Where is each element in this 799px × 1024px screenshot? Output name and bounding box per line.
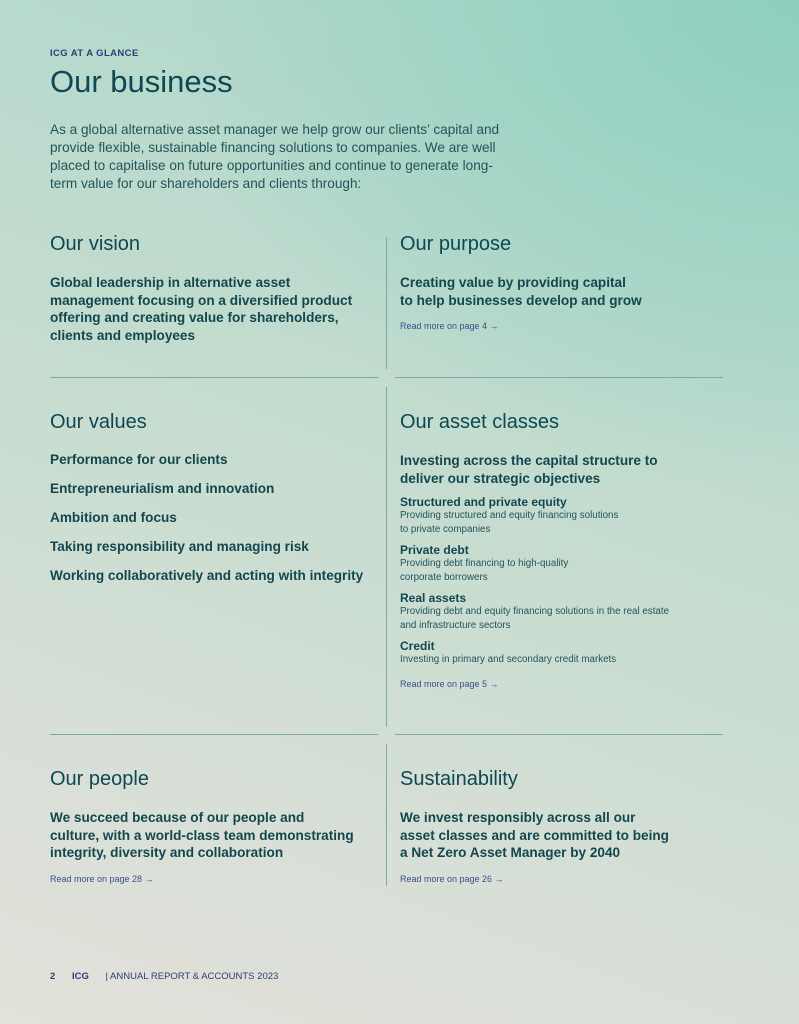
footer-text: | ANNUAL REPORT & ACCOUNTS 2023 xyxy=(105,971,279,982)
vision-section xyxy=(50,233,370,345)
asset-classes-line: Investing across the capital structure to xyxy=(400,453,658,468)
purpose-line: Creating value by providing capital xyxy=(400,275,626,290)
value-item: Ambition and focus xyxy=(50,510,177,525)
divider-horizontal xyxy=(50,377,378,378)
divider-vertical xyxy=(386,237,387,369)
vision-line: clients and employees xyxy=(50,328,196,344)
page-number: 2 xyxy=(50,971,56,982)
sustainability-text xyxy=(400,809,720,862)
divider-horizontal xyxy=(395,377,723,378)
asset-classes-title: Our asset classes xyxy=(400,411,559,433)
value-item: Entrepreneurialism and innovation xyxy=(50,481,275,496)
vision-line: management focusing on a diversified product xyxy=(50,292,353,308)
people-line: We succeed because of our people and xyxy=(50,810,305,825)
asset-class-desc: to private companies xyxy=(400,524,491,536)
intro-line: term value for our shareholders and clients through: xyxy=(50,176,362,191)
vision-line: offering and creating value for shareholders, xyxy=(50,310,339,326)
divider-horizontal xyxy=(50,734,378,735)
divider-vertical xyxy=(386,744,387,886)
asset-classes-text xyxy=(400,452,720,487)
sustainability-line: asset classes and are committed to being xyxy=(400,827,669,843)
section-kicker: ICG AT A GLANCE xyxy=(50,48,139,59)
asset-class-name: Real assets xyxy=(400,591,467,606)
page-title: Our business xyxy=(50,64,233,99)
vision-line: Global leadership in alternative asset xyxy=(50,275,291,290)
footer-brand: ICG xyxy=(71,971,89,982)
divider-vertical xyxy=(386,387,387,727)
asset-class-desc: Providing debt financing to high-quality xyxy=(400,558,569,570)
asset-class-name: Private debt xyxy=(400,543,469,558)
sustainability-title: Sustainability xyxy=(400,768,518,790)
intro-line: As a global alternative asset manager we help grow our clients’ capital and xyxy=(50,122,500,137)
purpose-read-more-link[interactable]: Read more on page 4 → xyxy=(400,321,499,332)
people-section xyxy=(50,768,380,884)
vision-text xyxy=(50,274,370,345)
divider-horizontal xyxy=(395,734,723,735)
asset-classes-line: deliver our strategic objectives xyxy=(400,470,601,486)
values-title: Our values xyxy=(50,411,147,433)
purpose-text xyxy=(400,274,720,309)
asset-class-item xyxy=(400,495,720,537)
purpose-title: Our purpose xyxy=(400,233,512,255)
asset-classes-section xyxy=(400,411,720,689)
purpose-section xyxy=(400,233,720,331)
asset-class-name: Credit xyxy=(400,639,435,654)
sustainability-line: a Net Zero Asset Manager by 2040 xyxy=(400,845,621,861)
values-section xyxy=(50,411,380,597)
value-item: Taking responsibility and managing risk xyxy=(50,539,309,554)
sustainability-section xyxy=(400,768,720,884)
asset-class-list xyxy=(400,495,720,667)
asset-class-desc: Providing structured and equity financing solutions xyxy=(400,510,619,522)
people-read-more-link[interactable]: Read more on page 28 → xyxy=(50,874,154,885)
people-line: integrity, diversity and collaboration xyxy=(50,845,284,861)
value-item: Performance for our clients xyxy=(50,452,228,467)
asset-class-item xyxy=(400,543,720,585)
page-footer xyxy=(50,971,278,982)
values-list xyxy=(50,452,380,583)
asset-class-desc: corporate borrowers xyxy=(400,572,488,584)
people-title: Our people xyxy=(50,768,149,790)
value-item: Working collaboratively and acting with integrity xyxy=(50,568,364,583)
purpose-line: to help businesses develop and grow xyxy=(400,292,642,308)
sustainability-read-more-link[interactable]: Read more on page 26 → xyxy=(400,874,504,885)
sustainability-line: We invest responsibly across all our xyxy=(400,810,636,825)
asset-class-desc: and infrastructure sectors xyxy=(400,620,511,632)
people-line: culture, with a world-class team demonstrating xyxy=(50,827,354,843)
vision-title: Our vision xyxy=(50,233,141,255)
intro-line: provide flexible, sustainable financing solutions to companies. We are well xyxy=(50,140,496,155)
asset-class-item xyxy=(400,591,720,633)
intro-line: placed to capitalise on future opportunities and continue to generate long- xyxy=(50,158,493,173)
intro-paragraph xyxy=(50,121,530,193)
asset-classes-read-more-link[interactable]: Read more on page 5 → xyxy=(400,679,499,690)
people-text xyxy=(50,809,380,862)
asset-class-name: Structured and private equity xyxy=(400,495,567,510)
asset-class-desc: Investing in primary and secondary credit markets xyxy=(400,654,617,666)
asset-class-item xyxy=(400,639,720,667)
asset-class-desc: Providing debt and equity financing solutions in the real estate xyxy=(400,606,670,618)
